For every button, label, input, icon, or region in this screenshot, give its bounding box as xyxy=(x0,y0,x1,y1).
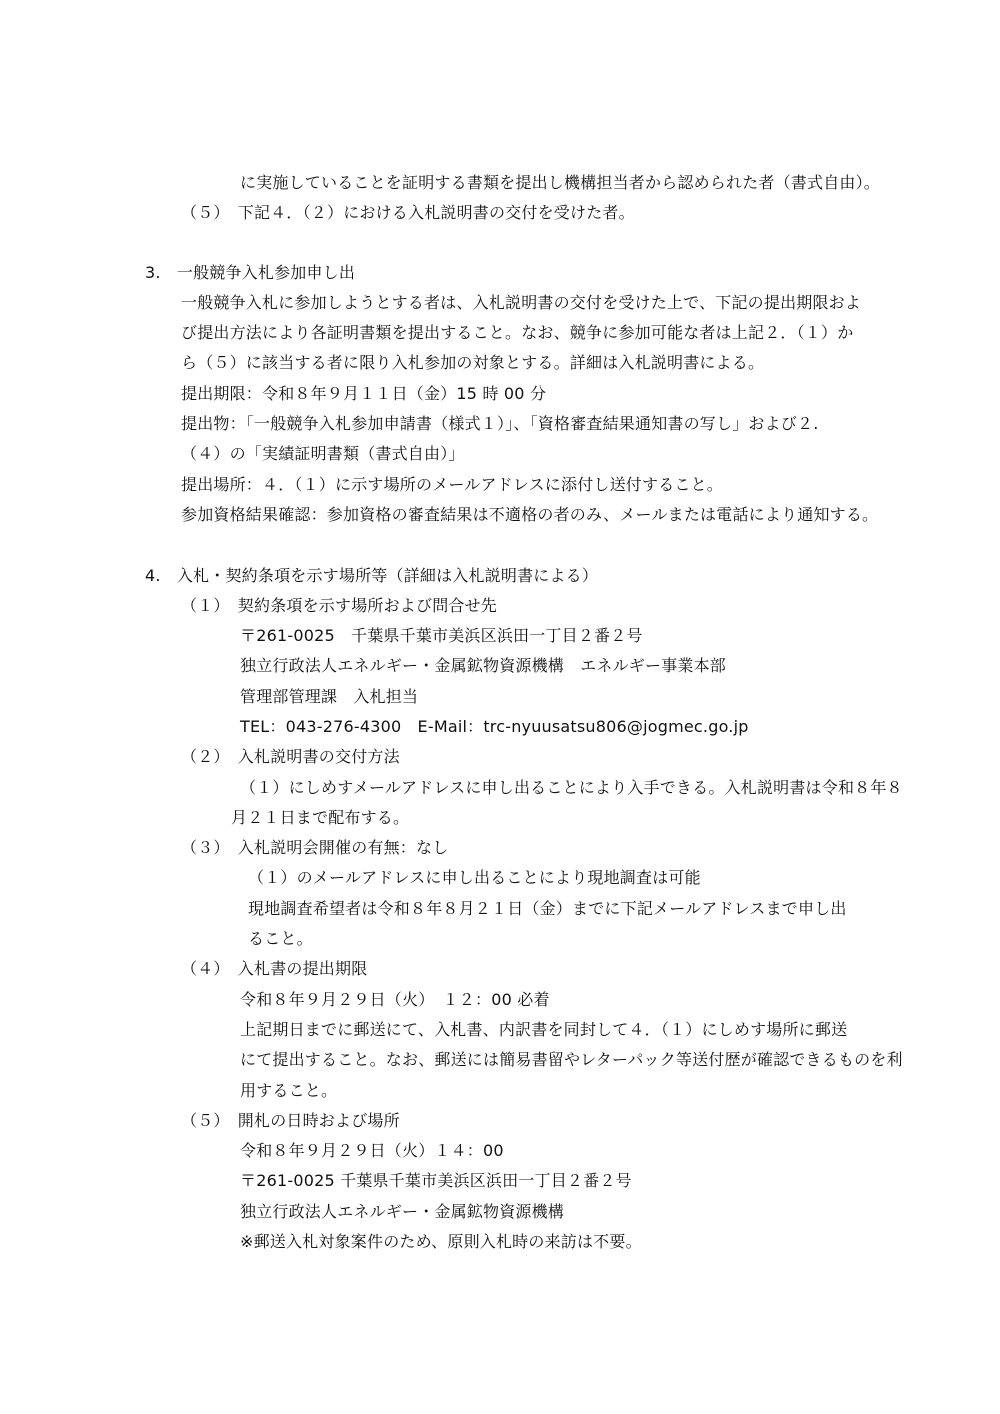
item-heading: （５） 開札の日時および場所 xyxy=(181,1111,400,1130)
text-line: 参加資格結果確認：参加資格の審査結果は不適格の者のみ、メールまたは電話により通知する。 xyxy=(181,505,879,524)
organization-name: 独立行政法人エネルギー・金属鉱物資源機構 xyxy=(240,1202,565,1221)
text-line: 現地調査希望者は令和８年８月２１日（金）までに下記メールアドレスまで申し出 xyxy=(248,899,847,918)
text-line: ら（５）に該当する者に限り入札参加の対象とする。詳細は入札説明書による。 xyxy=(181,353,765,372)
text-line: 提出期限：令和８年９月１１日（金）15 時 00 分 xyxy=(181,384,547,403)
section-heading: 4. 入札・契約条項を示す場所等（詳細は入札説明書による） xyxy=(145,566,599,585)
text-line: び提出方法により各証明書類を提出すること。なお、競争に参加可能な者は上記２．（１）か xyxy=(181,323,854,342)
item-heading: （５） 下記４．（２）における入札説明書の交付を受けた者。 xyxy=(181,203,635,222)
note-line: ※郵送入札対象案件のため、原則入札時の来訪は不要。 xyxy=(240,1232,642,1251)
text-line: （１）のメールアドレスに申し出ることにより現地調査は可能 xyxy=(248,868,701,887)
text-line: に実施していることを証明する書類を提出し機構担当者から認められた者（書式自由）。 xyxy=(240,173,881,192)
text-line: 上記期日までに郵送にて、入札書、内訳書を同封して４．（１）にしめす場所に郵送 xyxy=(240,1020,848,1039)
item-heading: （２） 入札説明書の交付方法 xyxy=(181,747,400,766)
department-name: 管理部管理課 入札担当 xyxy=(240,687,419,706)
contact-info: TEL：043-276-4300 E-Mail：trc-nyuusatsu806@jogmec.go.jp xyxy=(240,717,749,736)
postal-address: 〒261-0025 千葉県千葉市美浜区浜田一丁目２番２号 xyxy=(240,626,643,645)
organization-name: 独立行政法人エネルギー・金属鉱物資源機構 エネルギー事業本部 xyxy=(240,656,727,675)
opening-datetime: 令和８年９月２９日（火）１４：00 xyxy=(240,1141,504,1160)
text-line: 一般競争入札に参加しようとする者は、入札説明書の交付を受けた上で、下記の提出期限およ xyxy=(181,293,862,312)
postal-address: 〒261-0025 千葉県千葉市美浜区浜田一丁目２番２号 xyxy=(240,1171,632,1190)
item-heading: （３） 入札説明会開催の有無：なし xyxy=(181,838,449,857)
deadline-line: 令和８年９月２９日（火） １２：00 必着 xyxy=(240,990,550,1009)
item-heading: （４） 入札書の提出期限 xyxy=(181,959,368,978)
text-line: ること。 xyxy=(248,929,313,948)
section-heading: 3. 一般競争入札参加申し出 xyxy=(145,263,356,282)
text-line: 月２１日まで配布する。 xyxy=(231,808,410,827)
text-line: （４）の「実績証明書類（書式自由）」 xyxy=(181,444,465,463)
text-line: にて提出すること。なお、郵送には簡易書留やレターパック等送付歴が確認できるものを利 xyxy=(240,1050,903,1069)
text-line: （１）にしめすメールアドレスに申し出ることにより入手できる。入札説明書は令和８年８ xyxy=(240,778,903,797)
text-line: 提出物：「一般競争入札参加申請書（様式１）」、「資格審査結果通知書の写し」および２. xyxy=(181,414,819,433)
text-line: 提出場所：４．（１）に示す場所のメールアドレスに添付し送付すること。 xyxy=(181,475,724,494)
item-heading: （１） 契約条項を示す場所および問合せ先 xyxy=(181,596,498,615)
text-line: 用すること。 xyxy=(240,1081,338,1100)
